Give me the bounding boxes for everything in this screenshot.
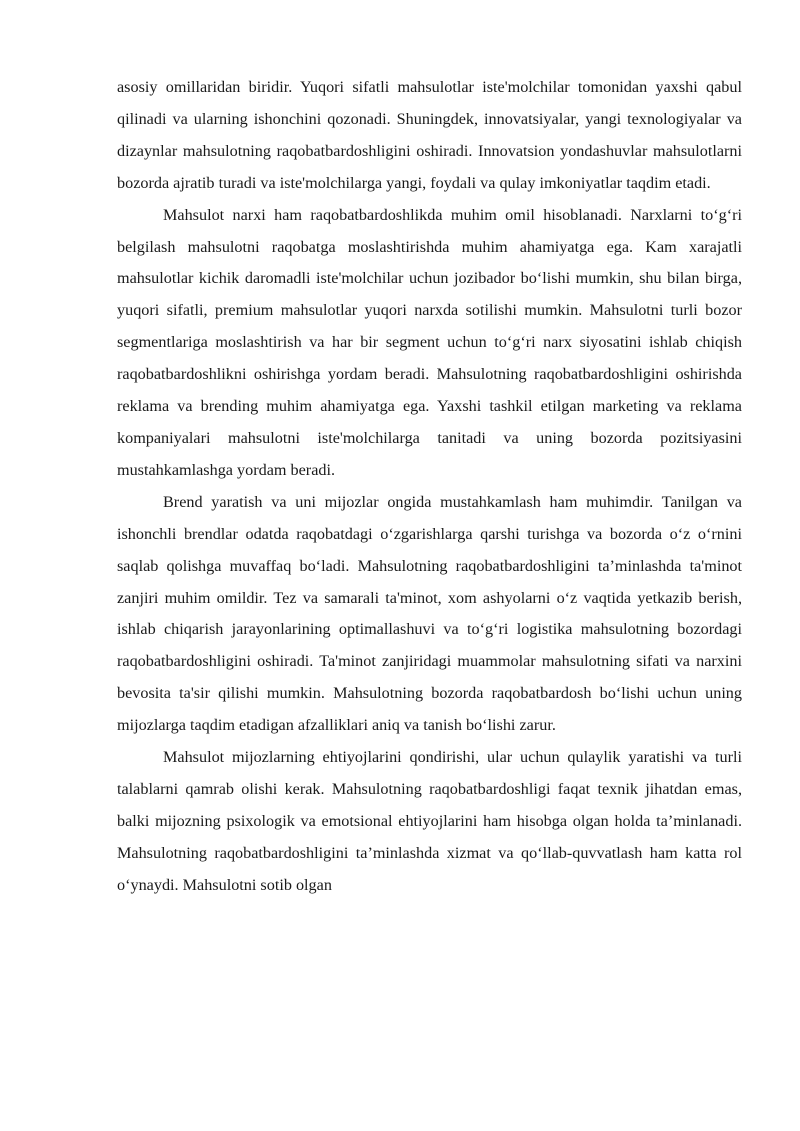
paragraph-4: Mahsulot mijozlarning ehtiyojlarini qondirishi, ular uchun qulaylik yaratishi va turli talablarni qamrab olishi kerak. Mahsulotning raqobatbardoshligi faqat texnik jihatdan emas, balki mijozning psixologik va emotsional ehtiyojlarini ham hisobga olgan holda ta’minlanadi. Mahsulotning raqobatbardoshligini ta’minlashda xizmat va qo‘llab-quvvatlash ham katta rol o‘ynaydi. Mahsulotni sotib olgan bbox=[117, 748, 742, 894]
paragraph-2: Mahsulot narxi ham raqobatbardoshlikda muhim omil hisoblanadi. Narxlarni to‘g‘ri belgilash mahsulotni raqobatga moslashtirishda muhim ahamiyatga ega. Kam xarajatli mahsulotlar kichik daromadli iste'molchilar uchun jozibador bo‘lishi mumkin, shu bilan birga, yuqori sifatli, premium mahsulotlar yuqori narxda sotilishi mumkin. Mahsulotni turli bozor segmentlariga moslashtirish va har bir segment uchun to‘g‘ri narx siyosatini ishlab chiqish raqobatbardoshlikni oshirishga yordam beradi. Mahsulotning raqobatbardoshligini oshirishda reklama va brending muhim ahamiyatga ega. Yaxshi tashkil etilgan marketing va reklama kompaniyalari mahsulotni iste'molchilarga tanitadi va uning bozorda pozitsiyasini mustahkamlashga yordam beradi. bbox=[117, 205, 742, 479]
paragraph-1: asosiy omillaridan biridir. Yuqori sifatli mahsulotlar iste'molchilar tomonidan yaxshi qabul qilinadi va ularning ishonchini qozonadi. Shuningdek, innovatsiyalar, yangi texnologiyalar va dizaynlar mahsulotning raqobatbardoshligini oshiradi. Innovatsion yondashuvlar mahsulotlarni bozorda ajratib turadi va iste'molchilarga yangi, foydali va qulay imkoniyatlar taqdim etadi. bbox=[117, 78, 742, 192]
paragraph-3: Brend yaratish va uni mijozlar ongida mustahkamlash ham muhimdir. Tanilgan va ishonchli brendlar odatda raqobatdagi o‘zgarishlarga qarshi turishga va bozorda o‘z o‘rnini saqlab qolishga muvaffaq bo‘ladi. Mahsulotning raqobatbardoshligini ta’minlashda ta'minot zanjiri muhim omildir. Tez va samarali ta'minot, xom ashyolarni o‘z vaqtida yetkazib berish, ishlab chiqarish jarayonlarining optimallashuvi va to‘g‘ri logistika mahsulotning bozordagi raqobatbardoshligini oshiradi. Ta'minot zanjiridagi muammolar mahsulotning sifati va narxini bevosita ta'sir qilishi mumkin. Mahsulotning bozorda raqobatbardosh bo‘lishi uchun uning mijozlarga taqdim etadigan afzalliklari aniq va tanish bo‘lishi zarur. bbox=[117, 492, 742, 735]
document-body bbox=[117, 72, 742, 902]
